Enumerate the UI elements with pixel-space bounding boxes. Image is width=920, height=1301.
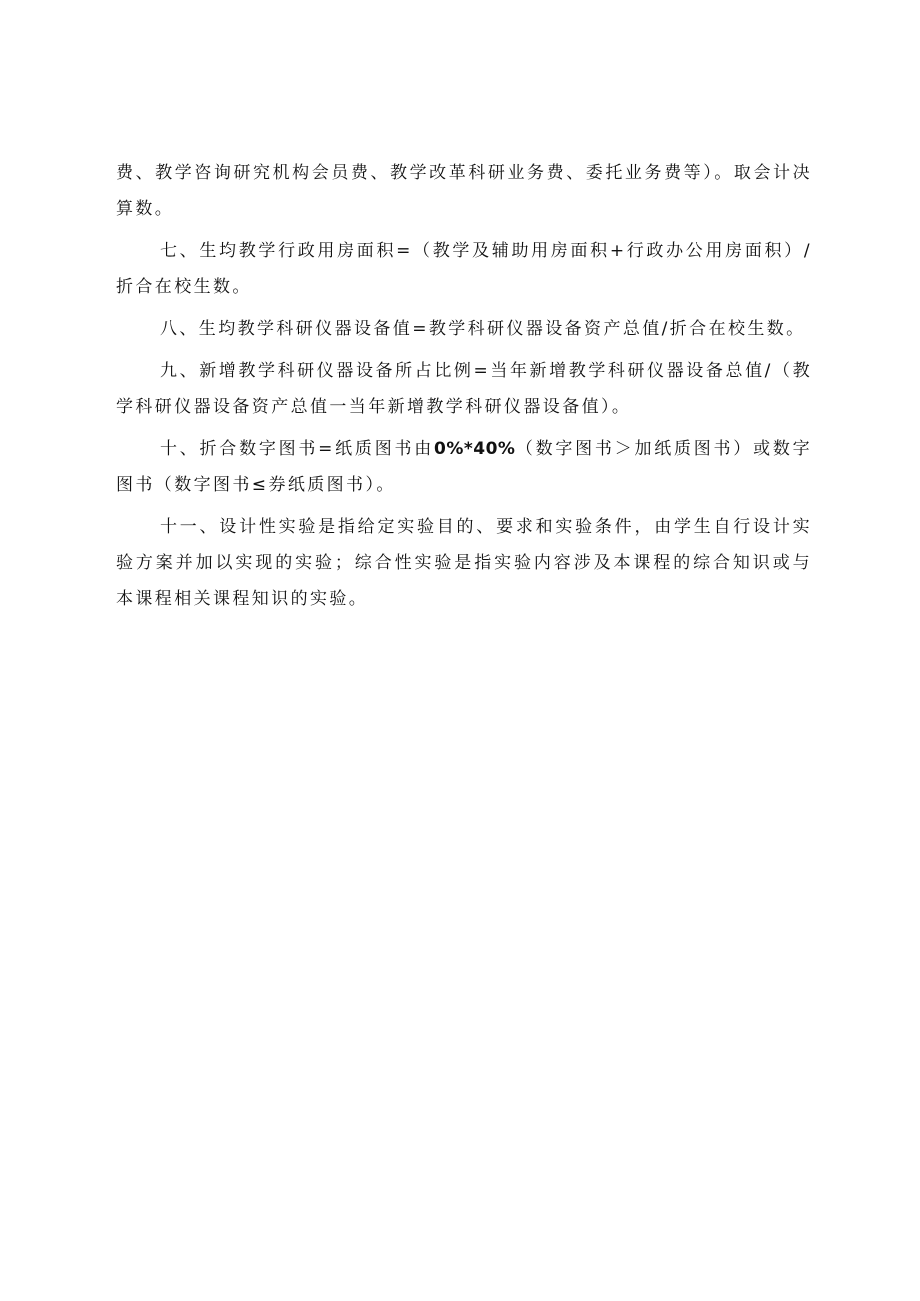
paragraph-item-9: 九、新增教学科研仪器设备所占比例=当年新增教学科研仪器设备总值/（教学科研仪器设备资产总值一当年新增教学科研仪器设备值）。 xyxy=(116,361,812,417)
paragraph-item-8: 八、生均教学科研仪器设备值=教学科研仪器设备资产总值/折合在校生数。 xyxy=(160,319,806,339)
paragraph-item-10 xyxy=(116,431,812,503)
paragraph-item-10-text-after: （数字图书＞加纸质图书）或数字图书（数字图书≤券纸质图书）。 xyxy=(116,439,813,495)
paragraph-item-10-formula: 0%*40% xyxy=(434,439,516,459)
document-body xyxy=(116,155,812,623)
paragraph-item-10-text-before: 十、折合数字图书=纸质图书由 xyxy=(160,439,435,459)
paragraph-continuation: 费、教学咨询研究机构会员费、教学改革科研业务费、委托业务费等）。取会计决算数。 xyxy=(116,163,812,219)
paragraph-item-11: 十一、设计性实验是指给定实验目的、要求和实验条件，由学生自行设计实验方案并加以实现的实验；综合性实验是指实验内容涉及本课程的综合知识或与本课程相关课程知识的实验。 xyxy=(116,517,812,609)
paragraph-item-7: 七、生均教学行政用房面积=（教学及辅助用房面积+行政办公用房面积）/折合在校生数。 xyxy=(116,241,812,297)
